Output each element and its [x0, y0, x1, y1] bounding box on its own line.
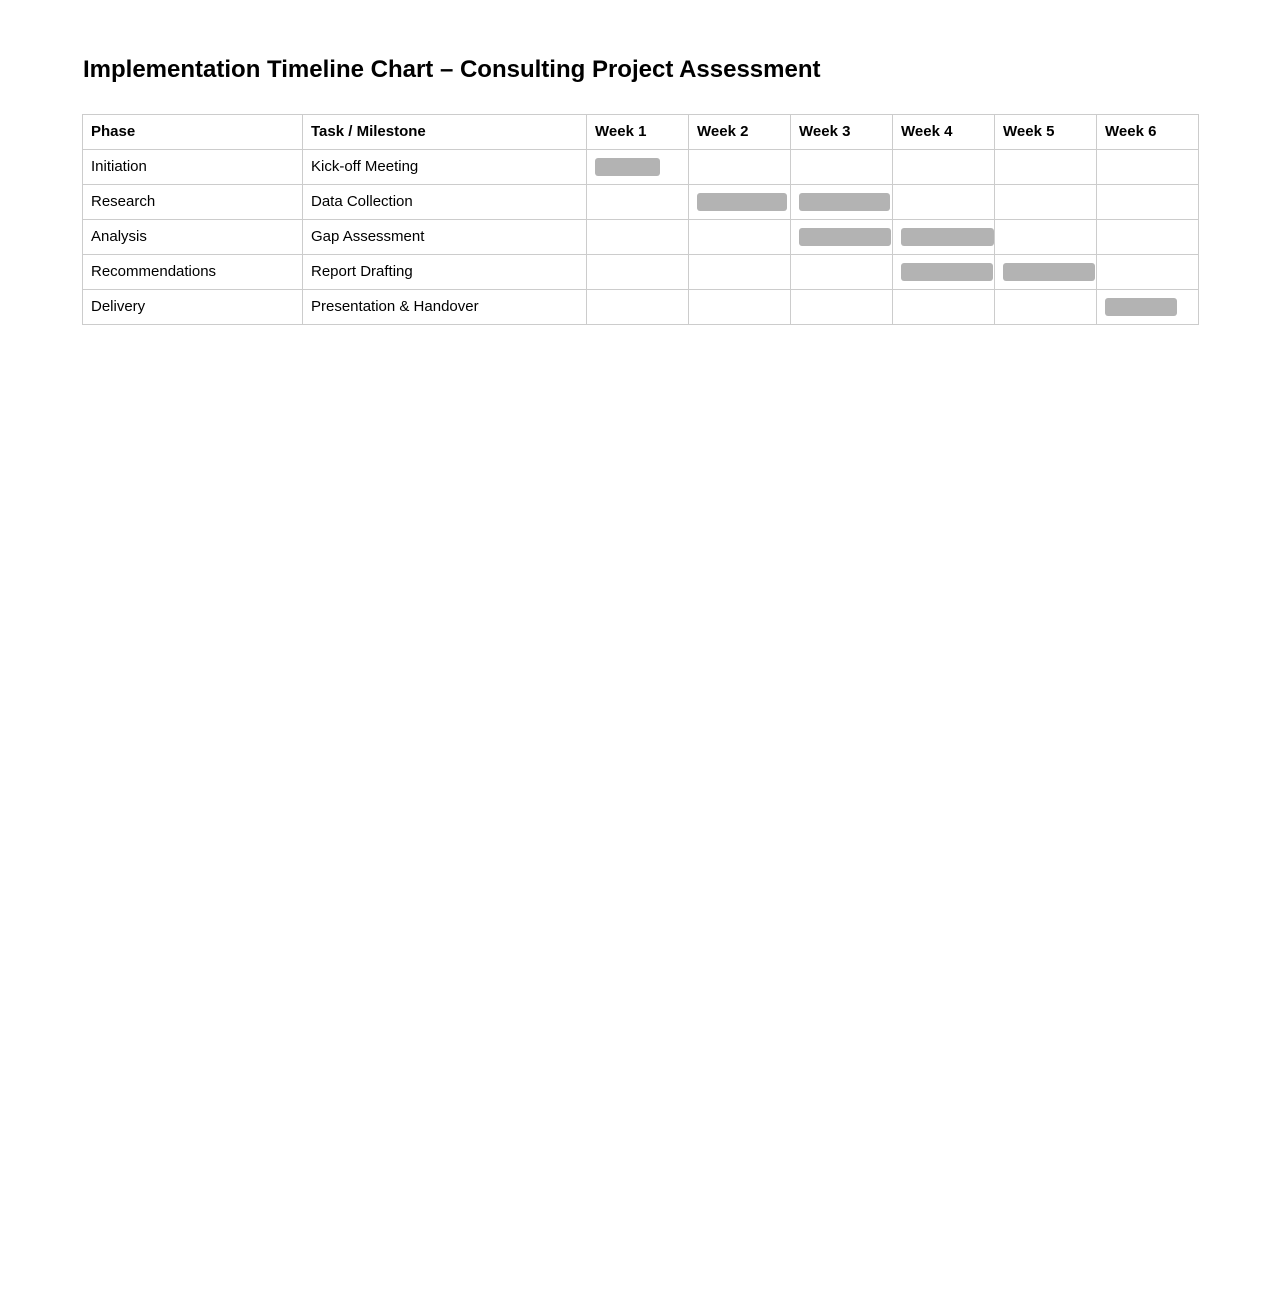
column-header-week-5: Week 5	[995, 115, 1097, 150]
week-cell	[689, 220, 791, 255]
week-cell	[995, 290, 1097, 325]
phase-cell: Recommendations	[83, 255, 303, 290]
week-cell	[587, 220, 689, 255]
timeline-table	[82, 114, 1199, 325]
column-header-task: Task / Milestone	[303, 115, 587, 150]
week-cell	[1097, 220, 1199, 255]
table-row	[83, 185, 1199, 220]
week-cell	[689, 185, 791, 220]
page-title: Implementation Timeline Chart – Consulting Project Assessment	[83, 56, 821, 83]
column-header-phase: Phase	[83, 115, 303, 150]
phase-cell: Research	[83, 185, 303, 220]
week-cell	[1097, 255, 1199, 290]
week-cell	[587, 290, 689, 325]
week-cell	[893, 220, 995, 255]
week-cell	[1097, 290, 1199, 325]
gantt-bar	[697, 193, 787, 211]
week-cell	[791, 255, 893, 290]
table-row	[83, 290, 1199, 325]
week-cell	[1097, 185, 1199, 220]
gantt-bar	[799, 228, 891, 246]
week-cell	[587, 255, 689, 290]
gantt-bar	[799, 193, 890, 211]
week-cell	[791, 290, 893, 325]
phase-cell: Analysis	[83, 220, 303, 255]
week-cell	[995, 255, 1097, 290]
week-cell	[995, 185, 1097, 220]
column-header-week-6: Week 6	[1097, 115, 1199, 150]
task-cell: Gap Assessment	[303, 220, 587, 255]
week-cell	[689, 150, 791, 185]
week-cell	[791, 185, 893, 220]
week-cell	[689, 255, 791, 290]
column-header-week-3: Week 3	[791, 115, 893, 150]
week-cell	[587, 150, 689, 185]
week-cell	[893, 290, 995, 325]
phase-cell: Initiation	[83, 150, 303, 185]
gantt-bar	[595, 158, 660, 176]
week-cell	[893, 150, 995, 185]
table-row	[83, 220, 1199, 255]
week-cell	[995, 220, 1097, 255]
week-cell	[893, 185, 995, 220]
task-cell: Data Collection	[303, 185, 587, 220]
gantt-bar	[901, 263, 993, 281]
gantt-bar	[1105, 298, 1177, 316]
column-header-week-1: Week 1	[587, 115, 689, 150]
week-cell	[689, 290, 791, 325]
column-header-week-2: Week 2	[689, 115, 791, 150]
header-row	[83, 115, 1199, 150]
phase-cell: Delivery	[83, 290, 303, 325]
task-cell: Kick-off Meeting	[303, 150, 587, 185]
week-cell	[587, 185, 689, 220]
table-row	[83, 150, 1199, 185]
week-cell	[995, 150, 1097, 185]
task-cell: Report Drafting	[303, 255, 587, 290]
task-cell: Presentation & Handover	[303, 290, 587, 325]
gantt-bar	[1003, 263, 1095, 281]
column-header-week-4: Week 4	[893, 115, 995, 150]
week-cell	[791, 220, 893, 255]
week-cell	[791, 150, 893, 185]
week-cell	[1097, 150, 1199, 185]
gantt-bar	[901, 228, 994, 246]
table-body	[83, 150, 1199, 325]
week-cell	[893, 255, 995, 290]
table-row	[83, 255, 1199, 290]
